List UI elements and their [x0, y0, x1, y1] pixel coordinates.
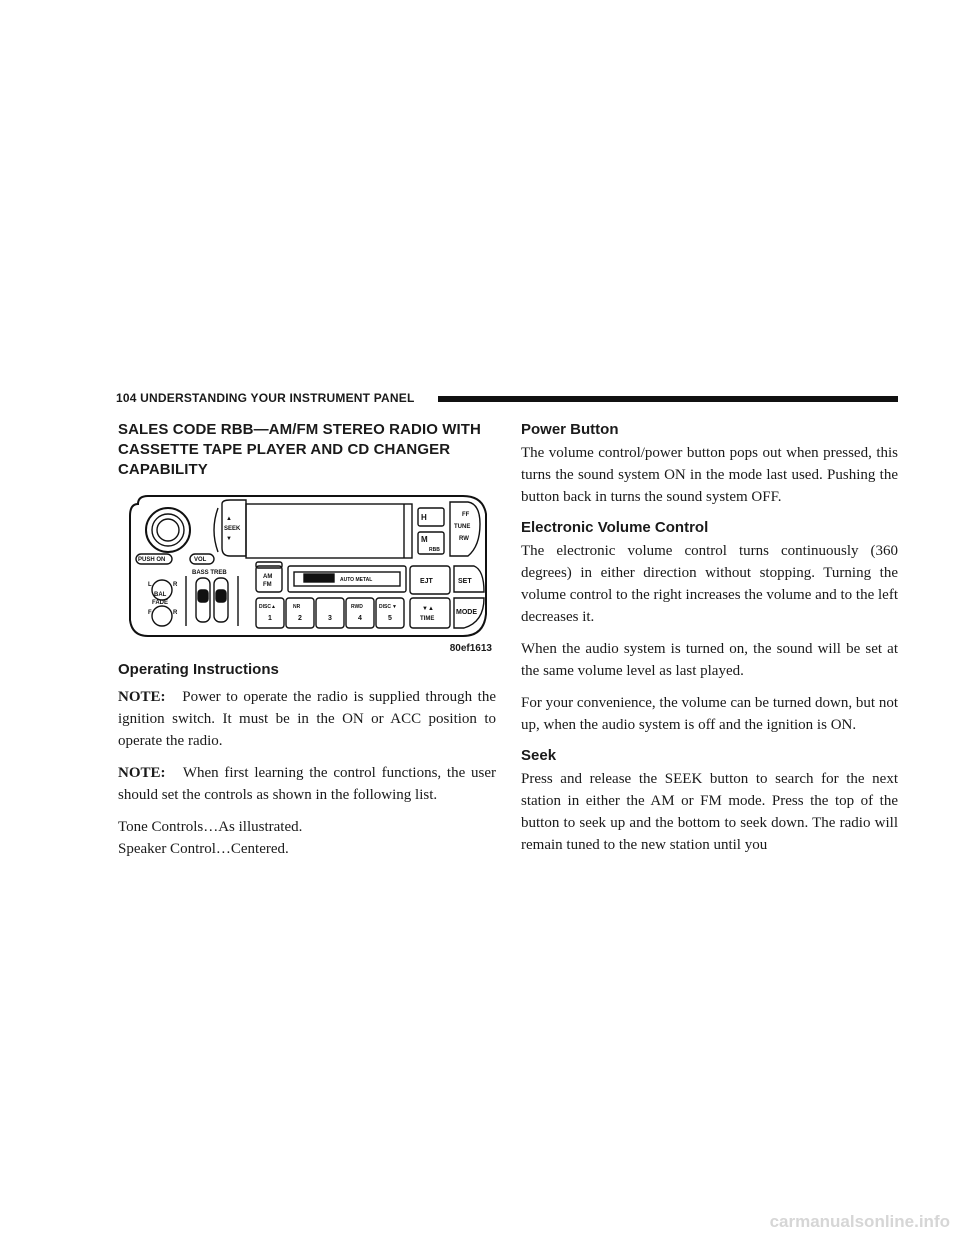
- rbb-label: RBB: [429, 547, 440, 553]
- page-number-title: 104 UNDERSTANDING YOUR INSTRUMENT PANEL: [116, 391, 415, 405]
- watermark: carmanualsonline.info: [769, 1212, 950, 1231]
- cassette-label: AUTO METAL: [340, 577, 373, 583]
- preset-1-label: 1: [268, 615, 272, 622]
- note-1: [118, 686, 496, 752]
- note-1-label: NOTE:: [118, 689, 166, 705]
- rw-label: RW: [459, 536, 469, 542]
- rwd-label: RWD: [351, 604, 363, 610]
- radio-illustration: [118, 494, 496, 654]
- left-column: [118, 420, 496, 860]
- power-button-text: The volume control/power button pops out when pressed, this turns the sound system ON in the mode last used. Pushing the button back in turns the sound system OFF.: [521, 445, 898, 505]
- disc-down-label: DISC: [379, 604, 391, 610]
- tune-label: TUNE: [454, 524, 471, 530]
- running-header: [116, 391, 898, 409]
- seek-heading: Seek: [521, 747, 557, 764]
- figure-id: 80ef1613: [449, 643, 492, 654]
- section-title: SALES CODE RBB—AM/FM STEREO RADIO WITH CASSETTE TAPE PLAYER AND CD CHANGER CAPABILITY: [118, 421, 481, 478]
- m-label: M: [421, 535, 428, 544]
- time-arrows: ▼▲: [422, 606, 434, 612]
- note-2-label: NOTE:: [118, 765, 166, 781]
- vol-label: VOL: [194, 557, 207, 563]
- nr-label: NR: [293, 604, 301, 610]
- seek-label: SEEK: [224, 526, 241, 532]
- bal-l-label: L: [148, 582, 152, 588]
- set-label: SET: [458, 578, 472, 585]
- volume-text-3: For your convenience, the volume can be turned down, but not up, when the audio system is off and the ignition is ON.: [521, 695, 898, 733]
- seek-text: Press and release the SEEK button to search for the next station in either the AM or FM mode. Press the top of the button to seek up and the bottom to seek down. The radio will remain tuned to the new station until you: [521, 771, 898, 853]
- preset-5-label: 5: [388, 615, 392, 622]
- seek-down-arrow: ▼: [226, 536, 232, 542]
- am-label: AM: [263, 574, 273, 580]
- list-line-tone: Tone Controls…As illustrated.: [118, 819, 303, 835]
- preset-4-label: 4: [358, 615, 362, 622]
- bass-treb-label: BASS TREB: [192, 570, 227, 576]
- h-label: H: [421, 513, 427, 522]
- radio-faceplate: [118, 494, 496, 644]
- mode-label: MODE: [456, 609, 477, 616]
- disc-up-arrow: ▲: [271, 604, 276, 610]
- bal-r-label: R: [173, 582, 178, 588]
- disc-down-arrow: ▼: [392, 604, 397, 610]
- right-column: [521, 420, 898, 866]
- preset-2-label: 2: [298, 615, 302, 622]
- bal-label: BAL: [154, 592, 167, 598]
- power-button-heading: Power Button: [521, 421, 619, 438]
- note-2: [118, 762, 496, 806]
- operating-instructions-heading: Operating Instructions: [118, 661, 279, 678]
- volume-text-1: The electronic volume control turns continuously (360 degrees) in either direction without stopping. Turning the volume control to the right increases the volume and to the left decreases it.: [521, 543, 898, 625]
- push-on-label: PUSH ON: [138, 557, 166, 563]
- ff-label: FF: [462, 512, 470, 518]
- fade-f-label: F: [148, 610, 152, 616]
- disc-up-label: DISC: [259, 604, 271, 610]
- seek-up-arrow: ▲: [226, 516, 232, 522]
- note-1-text: Power to operate the radio is supplied through the ignition switch. It must be in the ON or ACC position to operate the radio.: [118, 689, 497, 749]
- header-rule: [438, 396, 898, 402]
- volume-text-2: When the audio system is turned on, the sound will be set at the same volume level as last played.: [521, 641, 898, 679]
- list-line-speaker: Speaker Control…Centered.: [118, 841, 289, 857]
- fm-label: FM: [263, 582, 272, 588]
- ejt-label: EJT: [420, 578, 433, 585]
- note-2-text: When first learning the control functions, the user should set the controls as shown in the following list.: [118, 765, 496, 803]
- time-label: TIME: [420, 616, 435, 622]
- volume-control-heading: Electronic Volume Control: [521, 519, 709, 536]
- fade-label: FADE: [152, 600, 169, 606]
- preset-3-label: 3: [328, 615, 332, 622]
- fade-r-label: R: [173, 610, 178, 616]
